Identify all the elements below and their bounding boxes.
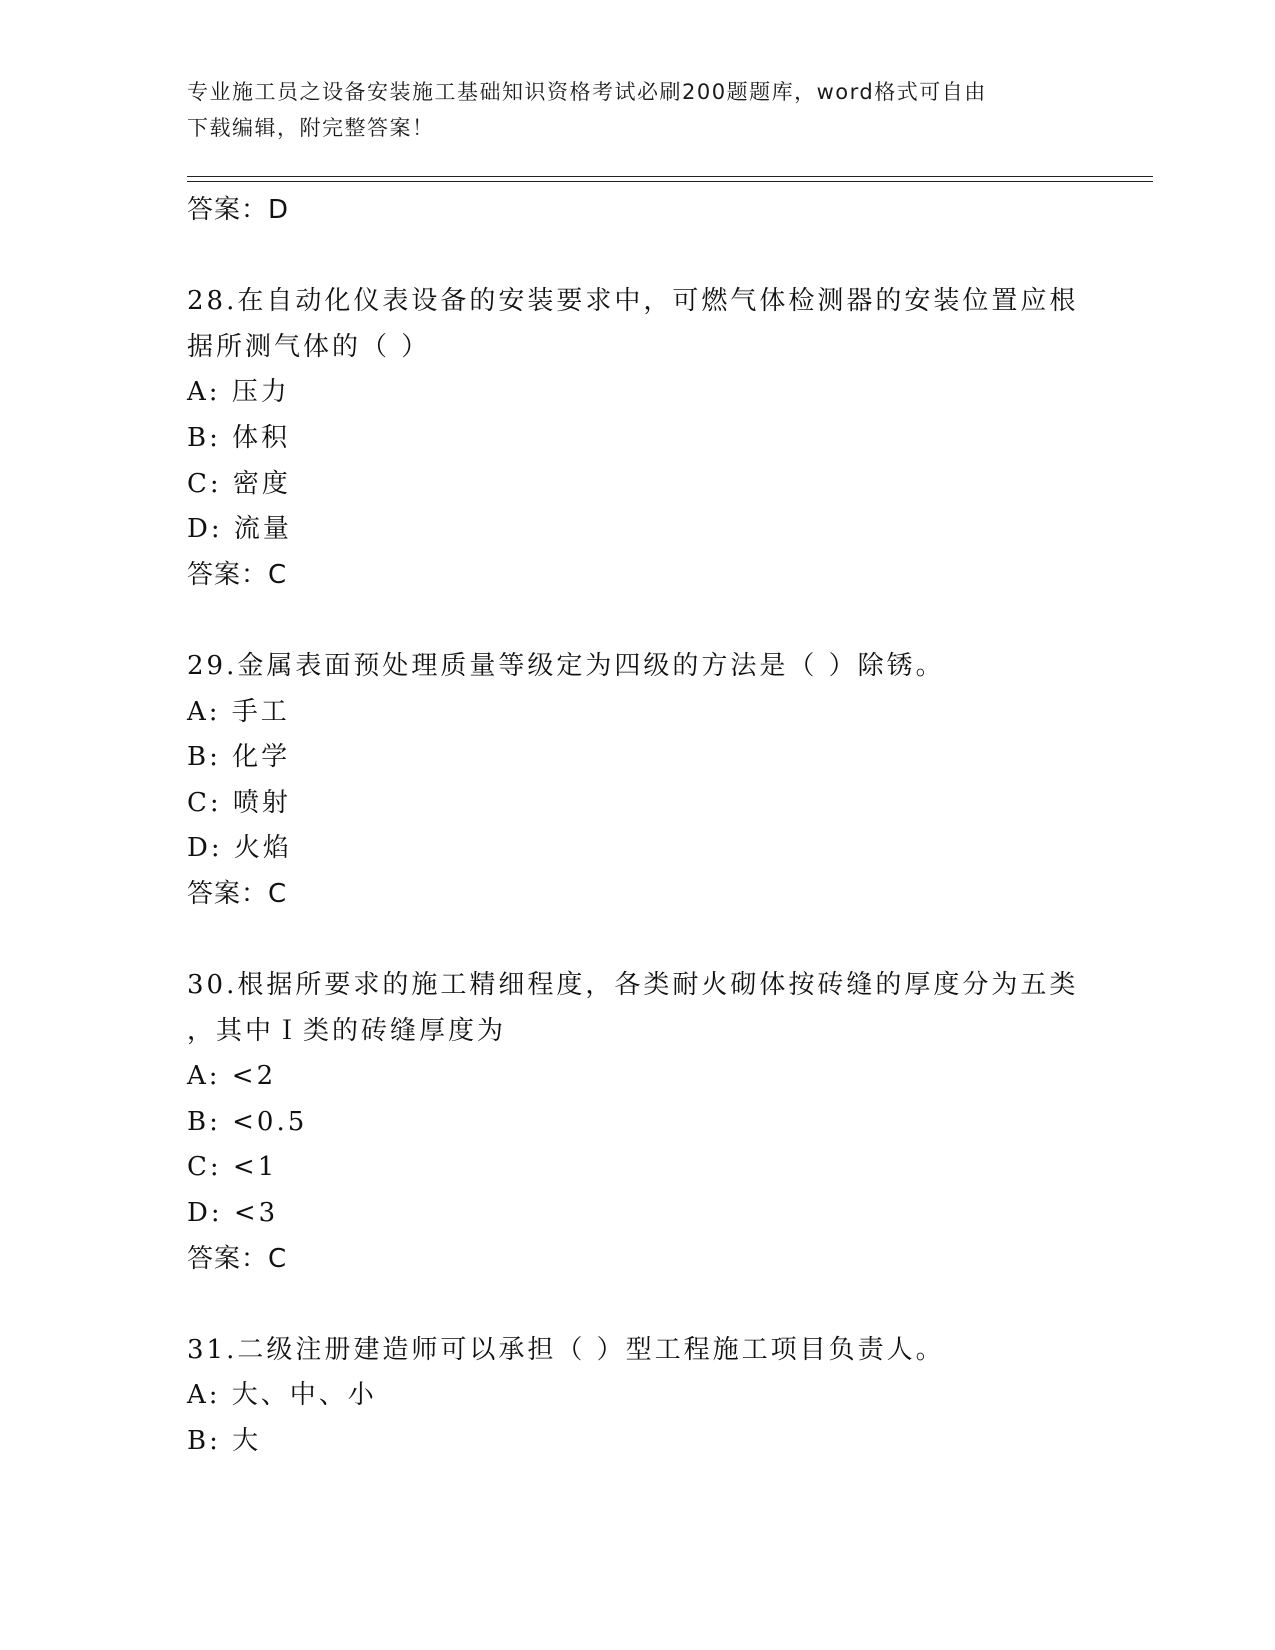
header-line-1: 专业施工员之设备安装施工基础知识资格考试必刷200题题库，word格式可自由 <box>187 80 987 104</box>
document-body <box>187 188 1087 1465</box>
answer-line: 答案：C <box>187 878 288 909</box>
option-c: C: 喷射 <box>187 787 291 818</box>
option-a: A: 压力 <box>187 377 290 408</box>
option-b: B: 化学 <box>187 742 291 773</box>
header-divider-top <box>187 176 1153 177</box>
header-line-2: 下载编辑，附完整答案！ <box>187 116 435 140</box>
question-28 <box>187 279 1087 598</box>
question-text: 30.根据所要求的施工精细程度，各类耐火砌体按砖缝的厚度分为五类 <box>187 970 1079 1001</box>
question-31 <box>187 1328 1087 1465</box>
option-a: A: 大、中、小 <box>187 1380 377 1411</box>
answer-line: 答案：D <box>187 195 290 225</box>
header-divider-bottom <box>187 181 1153 182</box>
option-d: D: 火焰 <box>187 833 292 864</box>
question-text: 据所测气体的（ ） <box>187 331 431 362</box>
answer-line: 答案：C <box>187 559 288 590</box>
option-c: C: 密度 <box>187 468 291 499</box>
option-d: D: 流量 <box>187 514 292 545</box>
question-30 <box>187 963 1087 1282</box>
question-29 <box>187 644 1087 918</box>
option-a: A: <2 <box>187 1061 277 1092</box>
question-text: ，其中Ｉ类的砖缝厚度为 <box>187 1015 507 1046</box>
question-text: 28.在自动化仪表设备的安装要求中，可燃气体检测器的安装位置应根 <box>187 286 1079 317</box>
question-text: 31.二级注册建造师可以承担（ ）型工程施工项目负责人。 <box>187 1334 945 1365</box>
document-header <box>187 74 1067 146</box>
option-c: C: <1 <box>187 1152 278 1183</box>
option-a: A: 手工 <box>187 696 290 727</box>
answer-line: 答案：C <box>187 1243 288 1274</box>
option-d: D: <3 <box>187 1198 279 1229</box>
question-text: 29.金属表面预处理质量等级定为四级的方法是（ ）除锈。 <box>187 650 945 681</box>
option-b: B: <0.5 <box>187 1106 308 1137</box>
option-b: B: 大 <box>187 1426 262 1457</box>
option-b: B: 体积 <box>187 422 291 453</box>
